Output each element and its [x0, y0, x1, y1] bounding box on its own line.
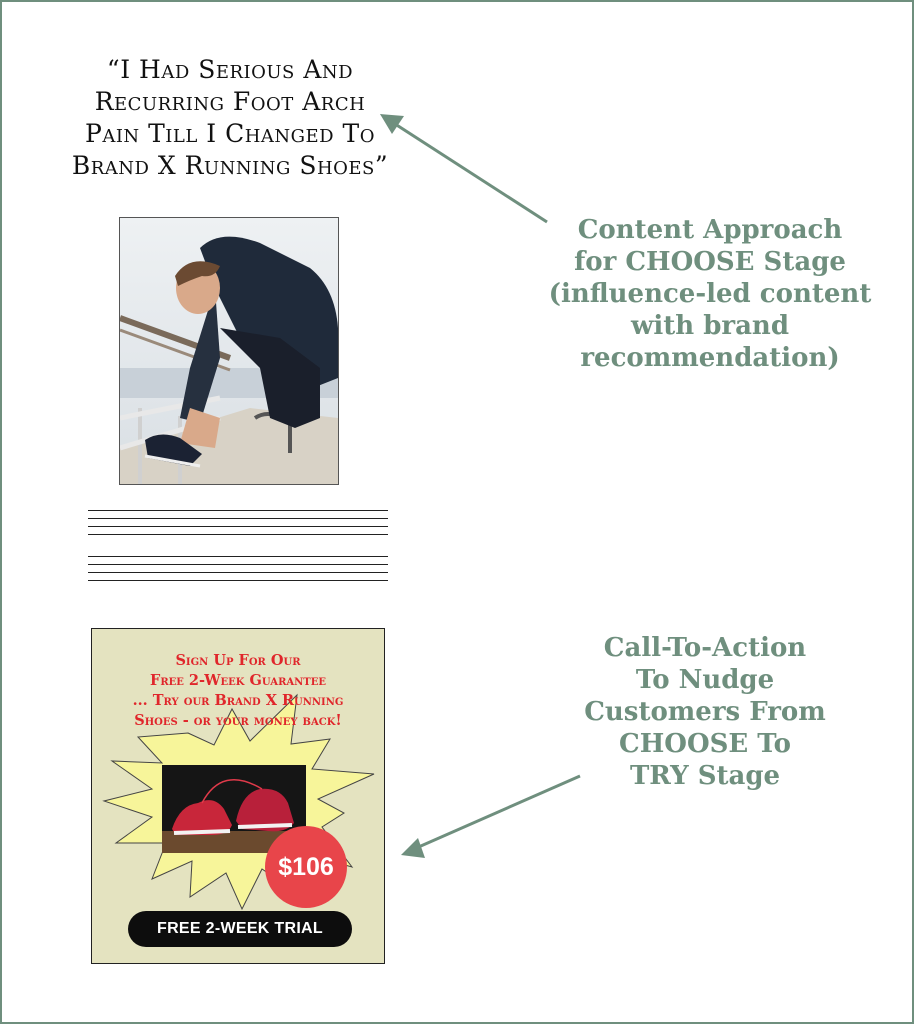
headline-line: Recurring Foot Arch	[94, 87, 366, 116]
annotation-line: Content Approach	[577, 215, 843, 245]
arrow-head-bottom-icon	[401, 838, 425, 858]
arrow-to-headline	[392, 122, 547, 222]
headline-line: Brand X Running Shoes”	[71, 151, 389, 180]
free-trial-button[interactable]: FREE 2-WEEK TRIAL	[128, 911, 352, 947]
price-badge: $106	[265, 826, 347, 908]
annotation-line: Call-To-Action	[603, 633, 807, 663]
headline-line: “I Had Serious And	[106, 55, 354, 84]
headline-line: Pain Till I Changed To	[85, 119, 375, 148]
trial-ad-banner	[91, 628, 385, 964]
annotation-line: Customers From	[584, 697, 826, 727]
ad-offer-line: ... Try our Brand X Running	[132, 692, 344, 709]
annotation-line: CHOOSE To	[619, 729, 791, 759]
annotation-line: (influence-led content	[548, 279, 872, 309]
ad-offer-line: Sign Up For Our	[175, 652, 301, 669]
ad-offer-line: Free 2-Week Guarantee	[150, 672, 326, 689]
arrow-to-ad	[414, 776, 580, 849]
annotation-line: To Nudge	[635, 665, 775, 695]
annotation-line: TRY Stage	[629, 761, 781, 791]
ad-offer-line: Shoes - or your money back!	[134, 712, 342, 729]
ad-offer-text	[92, 651, 384, 731]
arrow-head-top-icon	[380, 114, 404, 134]
annotation-line: recommendation)	[580, 343, 840, 373]
annotation-line: with brand	[630, 311, 790, 341]
annotation-line: for CHOOSE Stage	[574, 247, 846, 277]
